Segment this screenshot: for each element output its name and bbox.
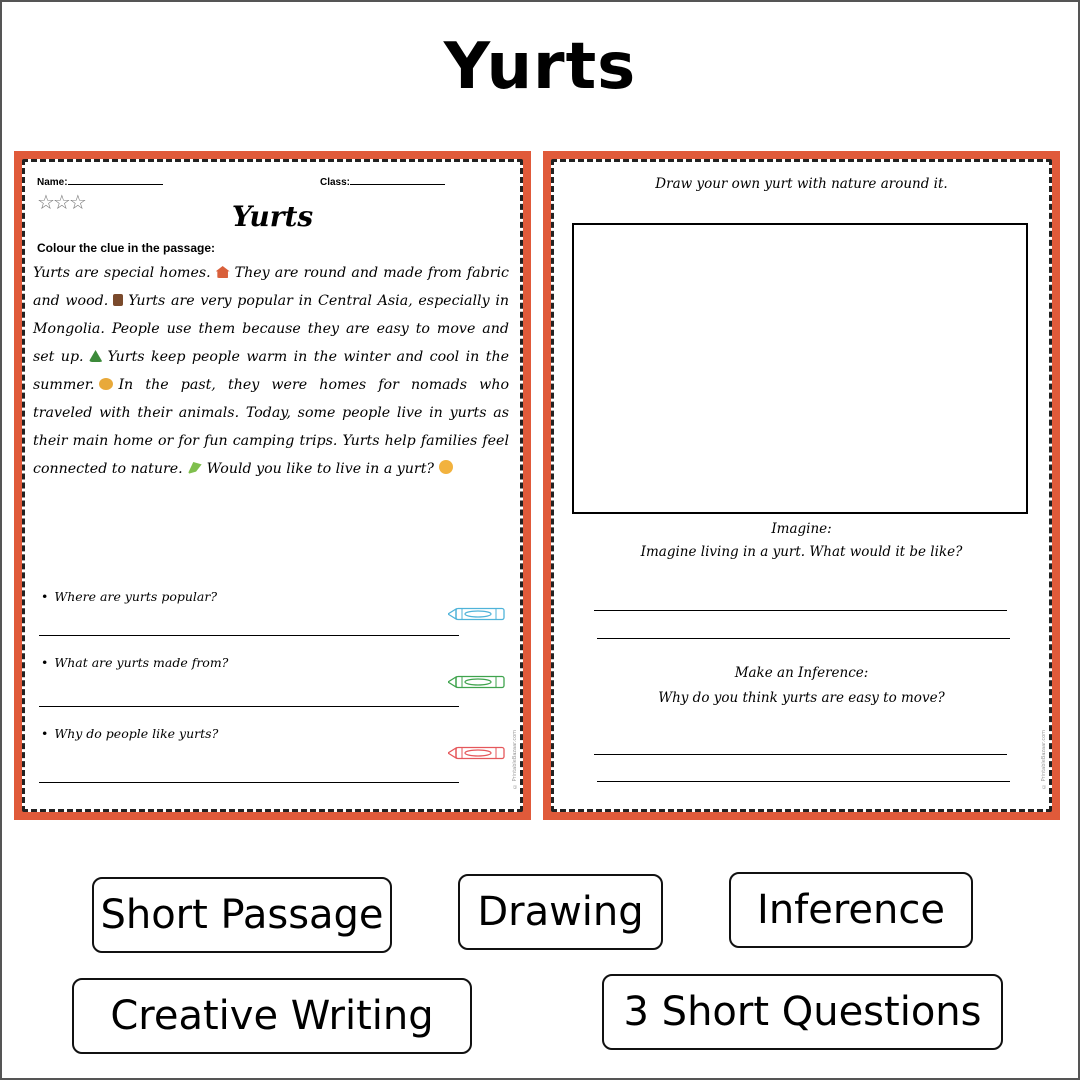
crayon-icon bbox=[448, 675, 506, 689]
passage-sentence: Yurts are very popular in Central Asia, especially in Mongolia. People use them because they are easy to move and set up. bbox=[33, 293, 509, 365]
bullet: • bbox=[41, 726, 49, 741]
answer-line[interactable] bbox=[39, 782, 459, 783]
crayon-label bbox=[465, 679, 491, 685]
watermark: © PrintableBazaar.com bbox=[512, 730, 518, 789]
class-field bbox=[320, 176, 445, 188]
worksheet-right-inner bbox=[551, 159, 1052, 812]
inference-prompt: Why do you think yurts are easy to move? bbox=[658, 690, 945, 706]
imagine-heading: Imagine: bbox=[771, 521, 832, 537]
question-text: What are yurts made from? bbox=[54, 655, 229, 670]
crayon-icon bbox=[448, 607, 506, 621]
imagine-prompt: Imagine living in a yurt. What would it be like? bbox=[640, 544, 963, 560]
answer-line[interactable] bbox=[594, 610, 1007, 611]
name-label: Name: bbox=[37, 177, 68, 188]
worksheet-right bbox=[543, 151, 1060, 820]
crayon-tip bbox=[448, 609, 456, 619]
question-3 bbox=[41, 726, 218, 741]
tag-creative-writing: Creative Writing bbox=[72, 978, 472, 1054]
watermark: © PrintableBazaar.com bbox=[1041, 730, 1047, 789]
answer-line[interactable] bbox=[594, 754, 1007, 755]
thinking-face-icon bbox=[439, 460, 453, 474]
crayon-body bbox=[456, 609, 504, 620]
house-icon bbox=[216, 266, 230, 278]
crayon-body bbox=[456, 748, 504, 759]
passage-sentence: Yurts are special homes. bbox=[33, 265, 211, 281]
name-line bbox=[68, 176, 163, 185]
answer-line[interactable] bbox=[597, 781, 1010, 782]
answer-line[interactable] bbox=[39, 635, 459, 636]
crayon-icon bbox=[448, 746, 506, 760]
passage-sentence: Yurts keep people warm in the winter and cool in the summer. bbox=[33, 349, 509, 393]
tag-drawing: Drawing bbox=[458, 874, 663, 950]
tent-icon bbox=[89, 350, 103, 362]
crayon-body bbox=[456, 677, 504, 688]
class-line bbox=[350, 176, 445, 185]
clue-instruction: Colour the clue in the passage: bbox=[37, 241, 216, 255]
passage-sentence: Would you like to live in a yurt? bbox=[206, 461, 435, 477]
class-label: Class: bbox=[320, 177, 351, 188]
question-text: Where are yurts popular? bbox=[54, 589, 218, 604]
answer-line[interactable] bbox=[39, 706, 459, 707]
inference-heading: Make an Inference: bbox=[734, 665, 869, 681]
question-1 bbox=[41, 589, 217, 604]
wood-icon bbox=[113, 294, 123, 306]
worksheet-left-inner bbox=[22, 159, 523, 812]
page-title: Yurts bbox=[443, 30, 637, 104]
question-2 bbox=[41, 655, 228, 670]
bullet: • bbox=[41, 655, 49, 670]
passage-sentence: They are round and made from fabric and wood. bbox=[33, 265, 509, 309]
tag-inference: Inference bbox=[729, 872, 973, 948]
answer-line[interactable] bbox=[597, 638, 1010, 639]
crayon-label bbox=[465, 750, 491, 756]
passage-sentence: In the past, they were homes for nomads who traveled with their animals. Today, some people live in yurts as their main home or for fun camping trips. Yurts help families feel connected to nature. bbox=[33, 377, 509, 477]
question-text: Why do people like yurts? bbox=[54, 726, 219, 741]
reading-passage bbox=[33, 259, 509, 483]
crayon-tip bbox=[448, 677, 456, 687]
worksheet-title: Yurts bbox=[231, 200, 314, 233]
tag-short-questions: 3 Short Questions bbox=[602, 974, 1003, 1050]
sun-icon bbox=[99, 378, 113, 390]
leaf-icon bbox=[188, 462, 202, 474]
bullet: • bbox=[41, 589, 49, 604]
worksheet-left bbox=[14, 151, 531, 820]
name-field bbox=[37, 176, 163, 188]
rating-stars: ☆☆☆ bbox=[37, 190, 85, 214]
crayon-label bbox=[465, 611, 491, 617]
drawing-box[interactable] bbox=[572, 223, 1028, 514]
draw-instruction: Draw your own yurt with nature around it. bbox=[655, 176, 948, 192]
crayon-tip bbox=[448, 748, 456, 758]
tag-short-passage: Short Passage bbox=[92, 877, 392, 953]
